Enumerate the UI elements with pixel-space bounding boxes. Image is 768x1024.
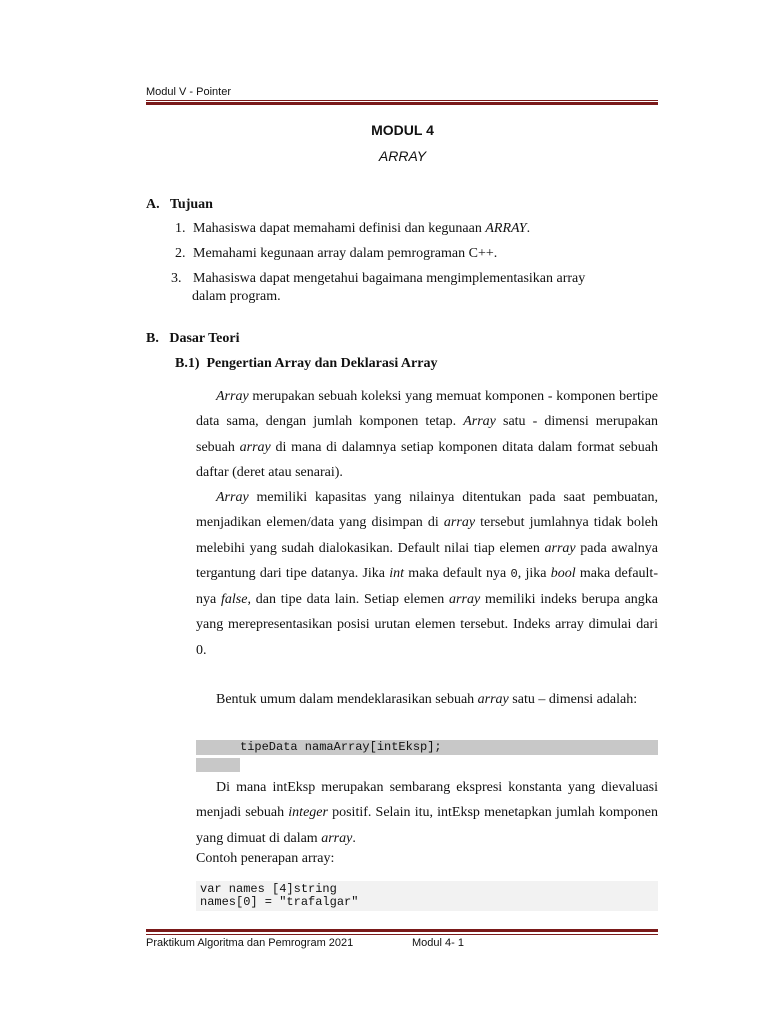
module-title: MODUL 4 [371,122,434,138]
code-block-empty-line [196,758,240,772]
paragraph-declaration-form: Bentuk umum dalam mendeklarasikan sebuah array satu – dimensi adalah: [216,692,638,707]
paragraph-inteksp: Di mana intEksp merupakan sembarang ekspresi konstanta yang dievaluasi menjadi sebuah integer positif. Selain itu, intEksp menetapkan jumlah komponen yang dimuat di dalam array. [196,780,658,846]
subsection-heading: B.1) Pengertian Array dan Deklarasi Array [175,356,438,371]
section-a-heading: A. Tujuan [146,197,213,212]
footer-rule-thick [146,929,658,932]
list-item-continuation: dalam program. [192,289,281,304]
module-subtitle: ARRAY [378,148,427,164]
code-block-declaration: tipeData namaArray[intEksp]; [196,740,658,755]
paragraph-array-definition: Array merupakan sebuah koleksi yang memuat komponen - komponen bertipe data sama, dengan jumlah komponen tetap. Array satu - dimensi merupakan sebuah array di mana di dalamnya setiap komponen ditata dalam format sebuah daftar (deret atau senarai). [196,389,658,480]
list-item: 3. Mahasiswa dapat mengetahui bagaimana mengimplementasikan array [171,271,586,286]
footer-course: Praktikum Algoritma dan Pemrogram 2021 [146,937,354,949]
list-item: 2. Memahami kegunaan array dalam pemrograman C++. [175,246,498,261]
code-block-example: var names [4]string names[0] = "trafalgar" [196,881,658,911]
section-b-heading: B. Dasar Teori [146,331,240,346]
running-header: Modul V - Pointer [146,86,231,98]
header-rule-thin [146,100,658,101]
example-label: Contoh penerapan array: [196,851,335,866]
list-item: 1. Mahasiswa dapat memahami definisi dan kegunaan ARRAY. [175,221,531,236]
footer-rule-thin [146,934,658,935]
header-rule-thick [146,102,658,105]
paragraph-array-capacity: Array memiliki kapasitas yang nilainya ditentukan pada saat pembuatan, menjadikan elemen/data yang disimpan di array tersebut jumlahnya tidak boleh melebihi yang sudah dialokasikan. Default nilai tiap elemen array pada awalnya tergantung dari tipe datanya. Jika int maka default nya 0, jika bool maka default-nya false, dan tipe data lain. Setiap elemen array memiliki indeks berupa angka yang merepresentasikan posisi urutan elemen tersebut. Indeks array dimulai dari 0. [196,490,659,658]
footer-page-number: Modul 4- 1 [412,937,464,949]
